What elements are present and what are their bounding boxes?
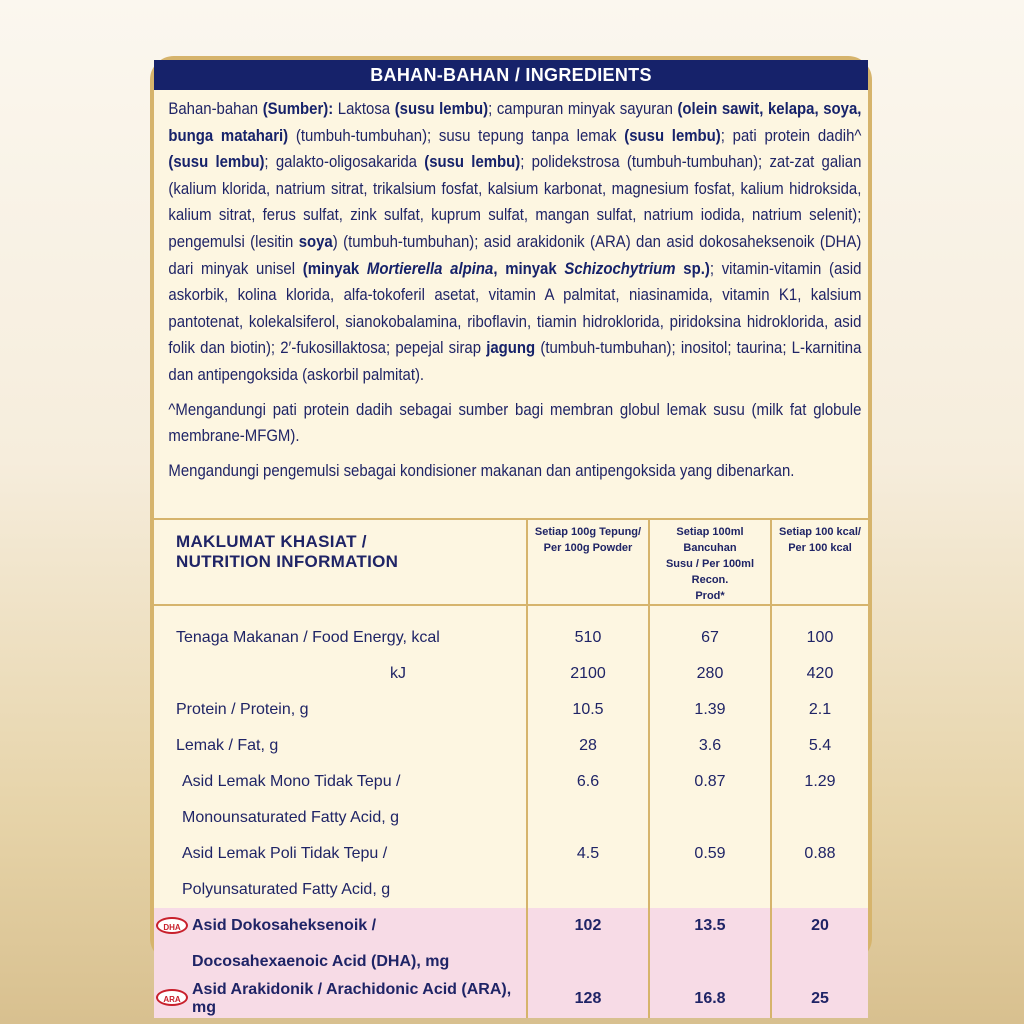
nutrient-value xyxy=(527,872,649,908)
nutrition-row xyxy=(154,728,868,764)
nutrient-label: Protein / Protein, g xyxy=(176,701,309,718)
nutrition-row xyxy=(154,908,868,944)
ingredient-text: ; vitamin-vitamin (asid askorbik, kolina klorida, alfa-tokoferil asetat, vitamin A palmitat, niasinamida, vitamin K1, kalsium pantotenat, kolekalsiferol, sianokobalamina, riboflavin, tiamin hidroklorida, piridoksina hidroklorida, asid folik dan biotin); 2′-fukosillaktosa; pepejal sirap xyxy=(168,258,862,358)
dha-badge-icon: DHA xyxy=(156,917,188,934)
allergen-text: jagung xyxy=(486,338,536,358)
nutrient-label: Polyunsaturated Fatty Acid, g xyxy=(182,881,391,898)
nutrient-value: 0.87 xyxy=(649,764,771,800)
nutrient-value: 13.5 xyxy=(649,908,771,944)
nutrition-table xyxy=(154,518,868,1018)
nutrition-row xyxy=(154,980,868,1018)
label-panel xyxy=(150,56,872,1016)
ingredient-text: ; galakto-oligosakarida xyxy=(264,152,425,172)
spacer-row xyxy=(154,605,868,620)
nutrition-row xyxy=(154,620,868,656)
ingredients-header: BAHAN-BAHAN / INGREDIENTS xyxy=(154,60,868,90)
nutrition-row xyxy=(154,944,868,980)
nutrient-value: 420 xyxy=(771,656,868,692)
nutrient-value: 102 xyxy=(527,908,649,944)
nutrient-value: 0.88 xyxy=(771,836,868,872)
nutrient-value: 67 xyxy=(649,620,771,656)
nutrient-value: 4.5 xyxy=(527,836,649,872)
ingredient-text: (tumbuh-tumbuhan); susu tepung tanpa lemak xyxy=(288,125,625,145)
allergen-text: (Sumber): xyxy=(262,99,334,118)
nutrition-title: MAKLUMAT KHASIAT / NUTRITION INFORMATION xyxy=(154,519,527,605)
nutrient-value: 6.6 xyxy=(527,764,649,800)
nutrient-label: DHA Asid Dokosaheksenoik / xyxy=(154,908,527,944)
nutrient-value: 128 xyxy=(527,980,649,1018)
nutrient-value xyxy=(649,944,771,980)
nutrient-value: 20 xyxy=(771,908,868,944)
nutrition-row xyxy=(154,836,868,872)
nutrition-row xyxy=(154,656,868,692)
ingredient-text: Bahan-bahan xyxy=(168,99,263,118)
nutrient-value xyxy=(649,800,771,836)
nutrient-value xyxy=(771,872,868,908)
nutrient-value: 100 xyxy=(771,620,868,656)
nutrient-value: 1.29 xyxy=(771,764,868,800)
nutrient-value xyxy=(527,944,649,980)
nutrition-row xyxy=(154,872,868,908)
allergen-text: sp.) xyxy=(675,258,710,278)
ingredient-text: Laktosa xyxy=(333,99,395,118)
nutrient-value: 280 xyxy=(649,656,771,692)
nutrient-label: Docosahexaenoic Acid (DHA), mg xyxy=(154,944,527,980)
nutrition-header-row xyxy=(154,519,868,605)
nutrition-row xyxy=(154,764,868,800)
allergen-text: (susu lembu) xyxy=(424,152,521,172)
nutrient-label: kJ xyxy=(390,665,406,682)
nutrient-value: 510 xyxy=(527,620,649,656)
ingredients-text xyxy=(154,90,874,484)
nutrient-label: Asid Lemak Poli Tidak Tepu / xyxy=(182,845,388,862)
nutrient-label: Asid Lemak Mono Tidak Tepu / xyxy=(182,773,401,790)
nutrient-value xyxy=(771,800,868,836)
emulsifier-note: Mengandungi pengemulsi sebagai kondisioner makanan dan antipengoksida yang dibenarkan. xyxy=(168,460,795,480)
column-per-100kcal: Setiap 100 kcal/ Per 100 kcal xyxy=(771,519,868,605)
nutrient-value: 0.59 xyxy=(649,836,771,872)
allergen-text: Mortierella alpina xyxy=(366,258,494,278)
nutrient-label: ARA Asid Arakidonik / Arachidonic Acid (ARA), mg xyxy=(154,980,527,1018)
nutrient-value xyxy=(771,944,868,980)
allergen-text: (susu lembu) xyxy=(624,125,721,145)
ara-badge-icon: ARA xyxy=(156,989,188,1006)
nutrient-value: 2.1 xyxy=(771,692,868,728)
ingredient-text: (tumbuh-tumbuhan); inositol; taurina; L-karnitina dan antipengoksida (askorbil palmitat). xyxy=(168,338,862,384)
allergen-text: (susu lembu) xyxy=(394,99,489,118)
nutrient-value: 1.39 xyxy=(649,692,771,728)
allergen-text: (minyak xyxy=(302,258,367,278)
column-per-100ml: Setiap 100ml Bancuhan Susu / Per 100ml Recon. Prod* xyxy=(649,519,771,605)
nutrient-value: 10.5 xyxy=(527,692,649,728)
allergen-text: soya xyxy=(298,231,333,251)
nutrient-value: 5.4 xyxy=(771,728,868,764)
nutrient-value: 25 xyxy=(771,980,868,1018)
nutrition-row xyxy=(154,800,868,836)
ingredient-text: ) (tumbuh-tumbuhan); asid arakidonik (ARA) dan asid dokosaheksenoik (DHA) dari minyak unisel xyxy=(168,231,862,278)
ingredient-text: ; polidekstrosa (tumbuh-tumbuhan); zat-zat galian (kalium klorida, natrium sitrat, trikalsium fosfat, kalsium karbonat, magnesium fosfat, kalium hidroksida, kalium sitrat, ferus sulfat, zink sulfat, kuprum sulfat, mangan sulfat, natrium iodida, natrium selenit); pengemulsi (lesitin xyxy=(168,152,862,251)
nutrient-label: Lemak / Fat, g xyxy=(176,737,279,754)
nutrient-value: 2100 xyxy=(527,656,649,692)
allergen-text: (olein sawit, kelapa, soya, bunga matahari) xyxy=(168,99,862,145)
nutrient-label: Monounsaturated Fatty Acid, g xyxy=(182,809,400,826)
nutrient-value: 3.6 xyxy=(649,728,771,764)
ingredients-main-paragraph xyxy=(168,96,861,389)
nutrient-value xyxy=(649,872,771,908)
nutrient-value: 28 xyxy=(527,728,649,764)
allergen-text: (susu lembu) xyxy=(168,152,265,172)
nutrient-label: Tenaga Makanan / Food Energy, kcal xyxy=(176,629,440,646)
ingredient-text: ; pati protein dadih^ xyxy=(720,125,862,145)
nutrient-value: 16.8 xyxy=(649,980,771,1018)
column-per-100g: Setiap 100g Tepung/ Per 100g Powder xyxy=(527,519,649,605)
nutrition-row xyxy=(154,692,868,728)
mfgm-note: ^Mengandungi pati protein dadih sebagai sumber bagi membran globul lemak susu (milk fat globule membrane-MFGM). xyxy=(168,399,862,446)
nutrient-value xyxy=(527,800,649,836)
allergen-text: , minyak xyxy=(493,258,565,278)
allergen-text: Schizochytrium xyxy=(564,258,676,278)
ingredient-text: ; campuran minyak sayuran xyxy=(488,99,678,118)
